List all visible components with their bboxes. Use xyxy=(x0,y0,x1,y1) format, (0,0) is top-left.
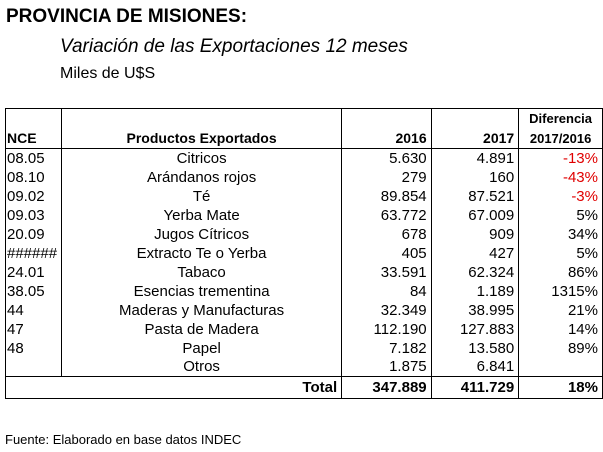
value-2016-cell: 84 xyxy=(342,282,432,301)
header-row-1 xyxy=(6,109,603,129)
nce-cell: 24.01 xyxy=(6,263,62,282)
header-empty-cell xyxy=(431,109,519,129)
header-empty-cell xyxy=(6,109,62,129)
value-2017-cell: 62.324 xyxy=(431,263,519,282)
difference-cell: -43% xyxy=(519,168,603,187)
value-2017-cell: 67.009 xyxy=(431,206,519,225)
value-2016-cell: 63.772 xyxy=(342,206,432,225)
value-2016-cell: 33.591 xyxy=(342,263,432,282)
header-row-2 xyxy=(6,129,603,149)
table-row xyxy=(6,149,603,168)
table-row xyxy=(6,187,603,206)
table-row xyxy=(6,358,603,377)
header-ratio: 2017/2016 xyxy=(519,129,603,149)
value-2017-cell: 1.189 xyxy=(431,282,519,301)
table-row xyxy=(6,206,603,225)
product-cell: Pasta de Madera xyxy=(62,320,342,339)
value-2016-cell: 89.854 xyxy=(342,187,432,206)
nce-cell: 08.10 xyxy=(6,168,62,187)
table-row xyxy=(6,263,603,282)
difference-cell: 86% xyxy=(519,263,603,282)
header-2016: 2016 xyxy=(342,129,432,149)
value-2016-cell: 112.190 xyxy=(342,320,432,339)
nce-cell: 08.05 xyxy=(6,149,62,168)
source-note: Fuente: Elaborado en base datos INDEC xyxy=(5,432,242,447)
nce-cell: 09.03 xyxy=(6,206,62,225)
value-2016-cell: 32.349 xyxy=(342,301,432,320)
value-2016-cell: 279 xyxy=(342,168,432,187)
difference-cell: -3% xyxy=(519,187,603,206)
product-cell: Jugos Cítricos xyxy=(62,225,342,244)
nce-cell: 48 xyxy=(6,339,62,358)
total-row xyxy=(6,377,603,399)
product-cell: Arándanos rojos xyxy=(62,168,342,187)
product-cell: Extracto Te o Yerba xyxy=(62,244,342,263)
value-2017-cell: 4.891 xyxy=(431,149,519,168)
value-2017-cell: 427 xyxy=(431,244,519,263)
product-cell: Otros xyxy=(62,358,342,377)
header-diferencia: Diferencia xyxy=(519,109,603,129)
total-2016: 347.889 xyxy=(342,377,432,399)
header-empty-cell xyxy=(62,109,342,129)
value-2017-cell: 6.841 xyxy=(431,358,519,377)
nce-cell: 44 xyxy=(6,301,62,320)
report-subtitle: Variación de las Exportaciones 12 meses xyxy=(60,36,408,57)
value-2016-cell: 5.630 xyxy=(342,149,432,168)
header-nce: NCE xyxy=(6,129,62,149)
units-label: Miles de U$S xyxy=(60,65,156,82)
product-cell: Papel xyxy=(62,339,342,358)
nce-cell: ###### xyxy=(6,244,62,263)
table-row xyxy=(6,168,603,187)
product-cell: Maderas y Manufacturas xyxy=(62,301,342,320)
difference-cell: 21% xyxy=(519,301,603,320)
nce-cell: 20.09 xyxy=(6,225,62,244)
table-row xyxy=(6,225,603,244)
table-row xyxy=(6,282,603,301)
exports-table xyxy=(5,108,603,399)
value-2017-cell: 87.521 xyxy=(431,187,519,206)
nce-cell: 09.02 xyxy=(6,187,62,206)
difference-cell: 14% xyxy=(519,320,603,339)
total-2017: 411.729 xyxy=(431,377,519,399)
product-cell: Citricos xyxy=(62,149,342,168)
table-row xyxy=(6,301,603,320)
total-label: Total xyxy=(62,377,342,399)
table-row xyxy=(6,339,603,358)
value-2017-cell: 38.995 xyxy=(431,301,519,320)
product-cell: Yerba Mate xyxy=(62,206,342,225)
product-cell: Té xyxy=(62,187,342,206)
difference-cell: 5% xyxy=(519,206,603,225)
product-cell: Esencias trementina xyxy=(62,282,342,301)
value-2017-cell: 127.883 xyxy=(431,320,519,339)
header-productos: Productos Exportados xyxy=(62,129,342,149)
header-2017: 2017 xyxy=(431,129,519,149)
nce-cell: 47 xyxy=(6,320,62,339)
difference-cell: 89% xyxy=(519,339,603,358)
value-2017-cell: 13.580 xyxy=(431,339,519,358)
difference-cell: -13% xyxy=(519,149,603,168)
nce-cell xyxy=(6,358,62,377)
difference-cell: 5% xyxy=(519,244,603,263)
table-row xyxy=(6,320,603,339)
difference-cell: 1315% xyxy=(519,282,603,301)
total-difference: 18% xyxy=(519,377,603,399)
nce-cell: 38.05 xyxy=(6,282,62,301)
value-2016-cell: 1.875 xyxy=(342,358,432,377)
value-2017-cell: 909 xyxy=(431,225,519,244)
difference-cell xyxy=(519,358,603,377)
value-2017-cell: 160 xyxy=(431,168,519,187)
value-2016-cell: 7.182 xyxy=(342,339,432,358)
value-2016-cell: 405 xyxy=(342,244,432,263)
product-cell: Tabaco xyxy=(62,263,342,282)
value-2016-cell: 678 xyxy=(342,225,432,244)
difference-cell: 34% xyxy=(519,225,603,244)
total-empty-cell xyxy=(6,377,62,399)
report-title: PROVINCIA DE MISIONES: xyxy=(6,6,248,27)
table-row xyxy=(6,244,603,263)
header-empty-cell xyxy=(342,109,432,129)
